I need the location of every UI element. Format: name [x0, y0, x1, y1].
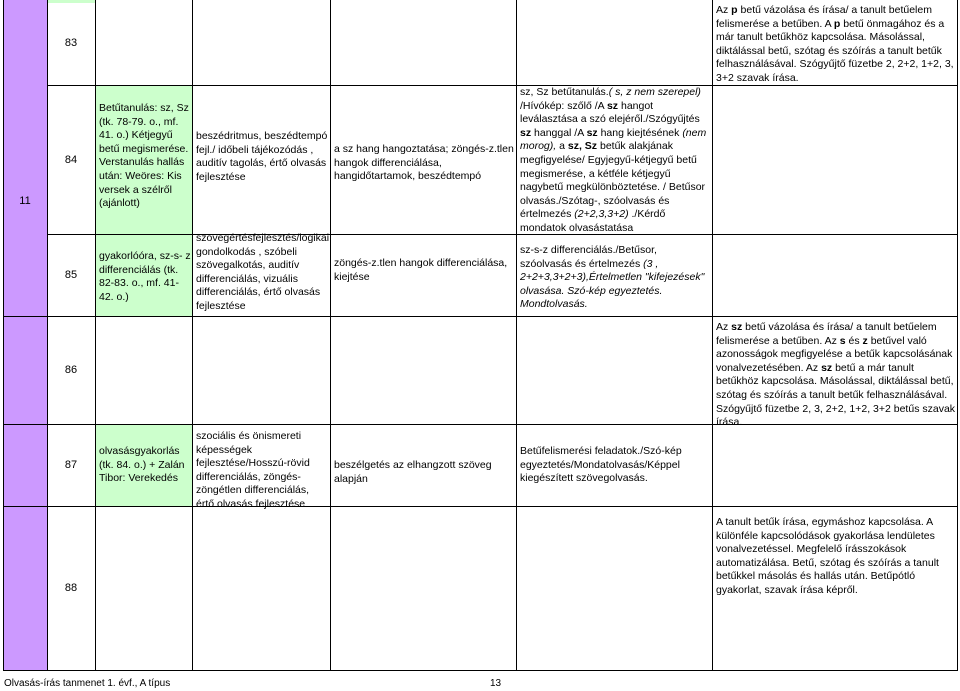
text: /Hívókép: szőlő /A	[520, 99, 607, 112]
row-87-phonetics: beszélgetés az elhangzott szöveg alapján	[334, 459, 492, 485]
text: ( s, z nem szerepel)	[608, 86, 701, 98]
text: betű a már tanult betűkhöz kapcsolása. Másolással, diktálással betű, szótag és szóírás a tanult betűk felhasználásával. Szógyűjtő füzetbe 2, 3, 2+2, 1+2, 3+2 betűs szavak írása.	[716, 361, 956, 429]
row-number-85: 85	[64, 269, 78, 281]
text: betű önmagához és a már tanult betűkhöz kapcsolása. Másolással, diktálással betű, szótag és szóírás a tanult betűk felhasználásával. Szógyűjtő füzetbe 2, 2+2, 1+2, 3, 3+2 szavak írása.	[716, 17, 954, 84]
text: sz, Sz betűtanulás.	[520, 86, 609, 98]
text: (nem morog),	[520, 126, 707, 153]
text: sz, Sz	[567, 140, 598, 153]
text: hanggal /A	[531, 126, 587, 139]
row-84-reading	[520, 86, 710, 233]
text: hang kiejtésének	[597, 126, 683, 139]
text: (2+2,3,3+2)	[574, 208, 629, 221]
row-number-86: 86	[64, 364, 78, 376]
row-86-writing	[716, 321, 956, 430]
row-84-phonetics: a sz hang hangoztatása; zöngés-z.tlen hangok differenciálása, hangidőtartamok, beszédtempó	[334, 143, 514, 183]
row-87-reading: Betűfelismerési feladatok./Szó-kép egyeztetés/Mondatolvasás/Képpel kiegészített szövegolvasás.	[520, 445, 682, 485]
text: sz-s-z differenciálás./Betűsor, szóolvasás és értelmezés	[520, 244, 657, 270]
text: sz	[586, 126, 598, 139]
row-88-writing: A tanult betűk írása, egymáshoz kapcsolása. A különféle kapcsolódások gyakorlása lendületes vonalvezetéssel. Megfelelő írásszokások automatizálása. Betű, szótag és szóírás a tanult betűkkel másolás és hallás után. Betűpótló gyakorlat, szavak írása képről.	[716, 516, 939, 596]
page-number: 13	[490, 678, 502, 689]
row-number-83: 83	[64, 36, 78, 49]
text: p	[833, 17, 841, 30]
text: s	[839, 334, 846, 347]
week-number: 11	[19, 194, 31, 207]
row-84-topic: Betűtanulás: sz, Sz (tk. 78-79. o., mf. 41. o.) Kétjegyű betű megismerése. Verstanulás hallás után: Weöres: Kis versek a szélről (ajánlott)	[99, 102, 189, 210]
text: sz	[821, 361, 833, 374]
text: z	[862, 334, 868, 347]
text: sz	[731, 321, 743, 333]
text: Az	[716, 4, 732, 16]
row-85-phonetics: zöngés-z.tlen hangok differenciálása, kiejtése	[334, 257, 508, 283]
row-87-topic: olvasásgyakorlás (tk. 84. o.) + Zalán Tibor: Verekedés	[99, 445, 185, 485]
text: sz	[606, 99, 619, 112]
row-85-reading	[520, 244, 710, 312]
text: p	[731, 4, 738, 16]
text: betűvel való azonosságok megfigyelése a betűk kapcsolásának vonalvezetésében. Az	[716, 334, 953, 374]
row-84-development: beszédritmus, beszédtempó fejl./ időbeli tájékozódás , auditív tagolás, értő olvasás fejlesztése	[196, 130, 328, 183]
text: betű vázolása és írása/ a tanult betűelem felismerése a betűben. Az	[716, 321, 937, 347]
footer-title: Olvasás-írás tanmenet 1. évf., A típus	[4, 678, 171, 689]
row-85-development: szövegértésfejlesztés/logikai gondolkodás , szóbeli szövegalkotás, auditív differenciálás, vizuális differenciálás, értő olvasás fejlesztése	[196, 232, 330, 312]
row-83-writing	[716, 4, 956, 86]
text: ./Kérdő mondatok olvasástatása	[520, 208, 666, 233]
row-87-development: szociális és önismereti képességek fejlesztése/Hosszú-rövid differenciálás, zöngés-zöngétlen differenciálás, értő olvasás fejlesztése	[196, 430, 310, 510]
text: és	[845, 334, 863, 347]
text: Az	[716, 321, 732, 333]
row-number-88: 88	[64, 582, 78, 594]
text: betű vázolása és írása/ a tanult betűelem felismerése a betűben. A	[716, 4, 932, 30]
text: (3 , 2+2+3,3+2+3),Értelmetlen "kifejezések" olvasása. Szó-kép egyeztetés. Mondtolvasás.	[520, 257, 705, 311]
text: hangot leválasztása a szó elejéről./Szógyűjtés	[520, 99, 700, 126]
row-number-84: 84	[64, 153, 78, 166]
text: betűk alakjának megfigyelése/ Egyjegyű-kétjegyű betű megismerése, a kétféle kétjegyű nagybetű megkülönböztetése. / Betűsor olvasás./Szótag-, szóolvasás és értelmezés	[520, 140, 706, 221]
row-number-87: 87	[64, 459, 78, 471]
text: sz	[520, 126, 532, 139]
row-85-topic: gyakorlóóra, sz-s- z differenciálás (tk. 82-83. o., mf. 41-42. o.)	[99, 250, 191, 303]
text: a	[556, 140, 568, 153]
